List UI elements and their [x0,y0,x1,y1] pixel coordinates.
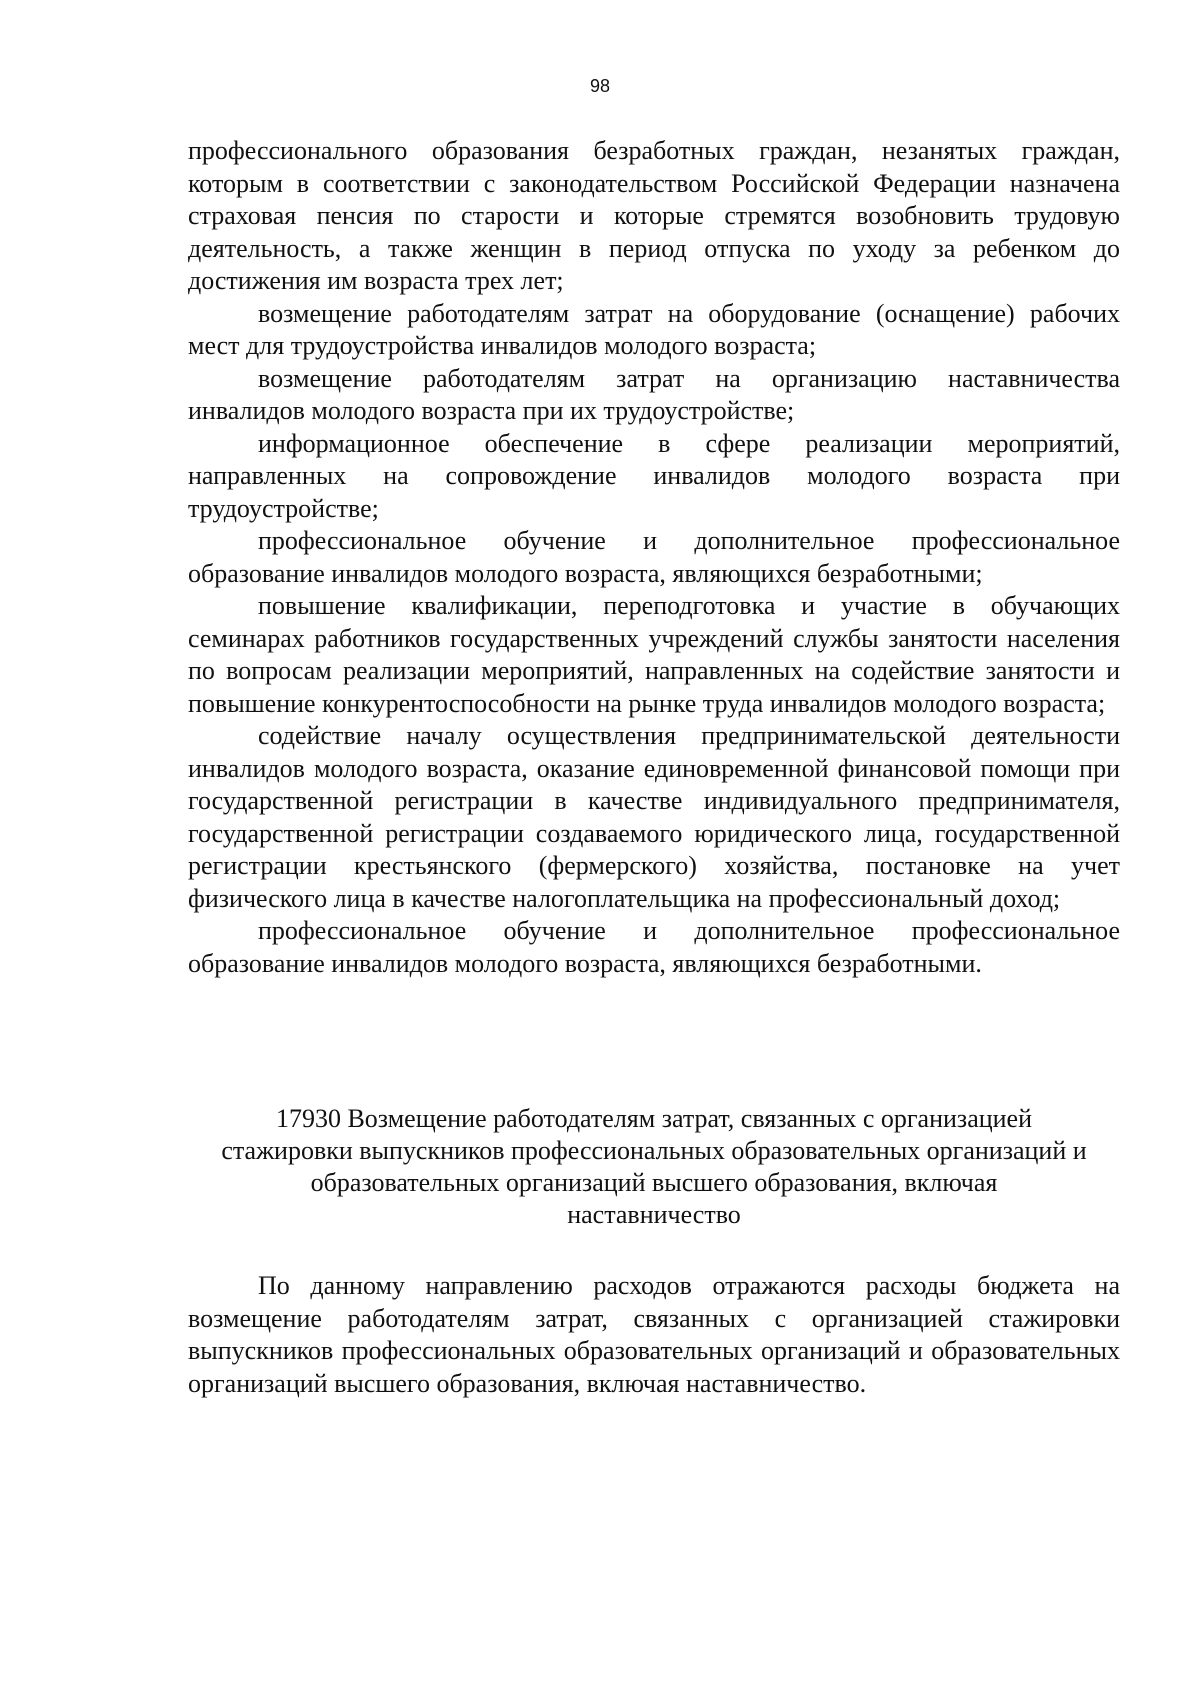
paragraph: профессиональное обучение и дополнительное профессиональное образование инвалидов молодого возраста, являющихся безработными. [188,916,1120,978]
section-heading-line: образовательных организаций высшего образования, включая [310,1168,998,1197]
paragraph: профессиональное обучение и дополнительное профессиональное образование инвалидов молодого возраста, являющихся безработными; [188,526,1120,588]
paragraph: информационное обеспечение в сфере реализации мероприятий, направленных на сопровождение инвалидов молодого возраста при трудоустройстве; [188,428,1120,523]
paragraph: По данному направлению расходов отражаются расходы бюджета на возмещение работодателям затрат, связанных с организацией стажировки выпускников профессиональных образовательных организаций и образовательных организаций высшего образования, включая наставничество. [188,1271,1120,1398]
section-heading [188,1103,1120,1231]
section-heading-line: 17930 Возмещение работодателям затрат, связанных с организацией [275,1104,1033,1133]
body-text [188,135,1120,980]
section-heading-line: наставничество [567,1200,741,1229]
paragraph: содействие началу осуществления предпринимательской деятельности инвалидов молодого возраста, оказание единовременной финансовой помощи при государственной регистрации в качестве индивидуального предпринимателя, государственной регистрации создаваемого юридического лица, государственной регистрации крестьянского (фермерского) хозяйства, постановке на учет физического лица в качестве налогоплательщика на профессиональный доход; [188,721,1120,913]
paragraph: профессионального образования безработных граждан, незанятых граждан, которым в соответствии с законодательством Российской Федерации назначена страховая пенсия по старости и которые стремятся возобновить трудовую деятельность, а также женщин в период отпуска по уходу за ребенком до достижения им возраста трех лет; [188,136,1120,295]
page-number: 98 [589,76,611,96]
closing-text [188,1270,1120,1400]
paragraph: возмещение работодателям затрат на оборудование (оснащение) рабочих мест для трудоустройства инвалидов молодого возраста; [188,298,1120,360]
section-heading-line: стажировки выпускников профессиональных образовательных организаций и [221,1136,1087,1165]
paragraph: повышение квалификации, переподготовка и участие в обучающих семинарах работников государственных учреждений службы занятости населения по вопросам реализации мероприятий, направленных на содействие занятости и повышение конкурентоспособности на рынке труда инвалидов молодого возраста; [188,591,1120,718]
paragraph: возмещение работодателям затрат на организацию наставничества инвалидов молодого возраста при их трудоустройстве; [188,363,1120,425]
